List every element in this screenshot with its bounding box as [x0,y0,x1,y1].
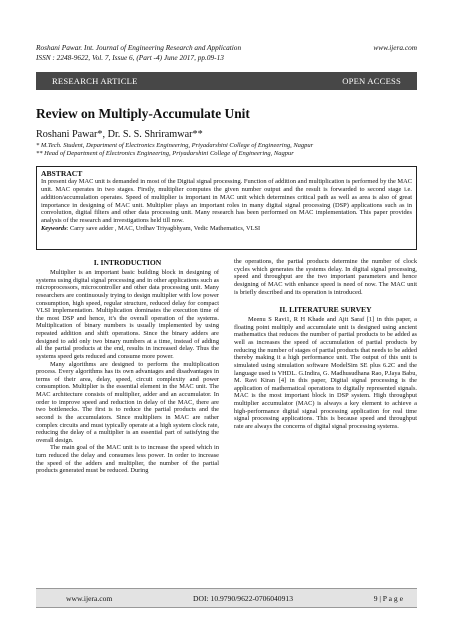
running-head [36,43,417,62]
left-column [36,258,219,475]
intro-paragraph-3: The main goal of the MAC unit is to increase the speed which in turn reduced the delay and consumes less power. In order to increase the speed of the adders and multiplier, the number of the partial products generated must be reduced. During [36,444,219,475]
paper-authors: Roshani Pawar*, Dr. S. S. Shriramwar** [36,129,203,140]
footer-website[interactable]: www.ijera.com [66,593,113,603]
abstract-text: In present day MAC unit is demanded in most of the Digital signal processing. Function of addition and multiplication is performed by the MAC unit. MAC operates in two stages. Firstly, multiplier computes the given number output and the result is forwarded to second stage i.e. addition/accumulation operates. Speed of multiplier is important in MAC unit which determines critical path as well as area is also of great importance in designing of MAC unit. Multiplier plays an important roles in many digital signal processing (DSP) applications such as in convolution, digital filters and other data processing unit. Many research has been performed on MAC implementation. This paper provides analysis of the research and investigations held till now. [41,178,412,225]
page-footer [36,588,417,608]
keywords-label: Keywords [41,225,67,233]
affiliation-2: ** Head of Department of Electronics Engineering, Priyadarshini College of Engineering, Nagpur [36,150,294,158]
literature-survey-heading: II. LITERATURE SURVEY [279,305,372,315]
article-type-band [36,72,417,90]
journal-citation: Roshani Pawar. Int. Journal of Engineering Research and Application [36,43,242,52]
abstract-box [36,166,417,250]
page-number: 9 | P a g e [373,593,403,603]
intro-continuation: the operations, the partial products determine the number of clock cycles which generates the systems delay. In digital signal processing, speed and throughput are the two important parameters and hence designing of MAC with enhance speed is need of now. The MAC unit is briefly described and its operation is introduced. [234,258,417,296]
introduction-heading: I. INTRODUCTION [93,258,162,267]
issn-line: ISSN : 2248-9622, Vol. 7, Issue 6, (Part -4) June 2017, pp.09-13 [36,52,224,62]
paper-title: Review on Multiply-Accumulate Unit [36,106,250,121]
research-article-label: RESEARCH ARTICLE [52,76,138,86]
keywords-list: : Carry save adder , MAC, Urdhav Triyagbhyam, Vedic Mathematics, VLSI [66,225,261,233]
affiliations [36,142,417,159]
intro-paragraph-2: Many algorithms are designed to perform the multiplication process. Every algorithms has its own advantages and disadvantages in terms of their area, delay, speed, circuit complexity and power consumption. Multiplier is the essential element in the MAC unit. The MAC architecture consists of multiplier, adder and an accumulator. In order to improve speed and reduction in delay of the MAC, there are two bottlenecks. The first is to reduce the partial products and the second is the accumulators. Since multipliers in MAC are rather complex circuits and must typically operate at a high system clock rate, reducing the delay of a multiplier is an essential part of satisfying the overall design. [36,360,219,444]
abstract-heading: ABSTRACT [41,169,83,178]
keywords [41,225,412,233]
right-column [234,258,417,431]
literature-paragraph: Meenu S Ravi1, R H Khade and Ajit Saraf [1] in this paper, a floating point multiply and accumulate unit is designed using ancient mathematics that reduces the number of partial products to be added as well as increases the speed of accumulation of partial products by reducing the number of stages of partial products that needs to be added thereby making it a high performance unit. The output of this unit is simulated using simulation software ModelSim SE plus 6.2C and the language used is VHDL. G.Indira, G. Madhusudhana Rao, P.Jaya Babu, M. Ravi Kiran [4] in this paper, Digital signal processing is the application of mathematical operations to digitally represented signals. MAC is the most important block in DSP system. High throughput multiplier accumulator (MAC) is always a key element to achieve a high-performance digital signal processing application for real time signal processing applications. This is because speed and throughput rate are always the concerns of digital signal processing systems. [234,316,417,430]
affiliation-1: * M.Tech. Student, Department of Electronics Engineering, Priyadarshini College of Engineering, Nagpur [36,142,314,149]
open-access-label: OPEN ACCESS [342,76,401,86]
intro-paragraph-1: Multiplier is an important basic building block in designing of systems using digital signal processing and in other applications such as microprocessors, microcontroller and other data processing unit. Many researchers are continuously trying to design multiplier with low power consumption, high speed, regular structure, reduced delay for compact VLSI implementation. Multiplication dominates the execution time of the most DSP and hence, it’s the overall operation of the systems. Multiplication of binary numbers is usually implemented by using repeated addition and shift operations. Since the binary adders are designed to add only two binary numbers at a time, instead of adding all the partial products at the end, results in increased delay. Thus the systems speed gets reduced and consume more power. [36,269,219,360]
footer-doi: DOI: 10.9790/9622-0706040913 [193,593,293,603]
journal-website[interactable]: www.ijera.com [373,43,417,52]
